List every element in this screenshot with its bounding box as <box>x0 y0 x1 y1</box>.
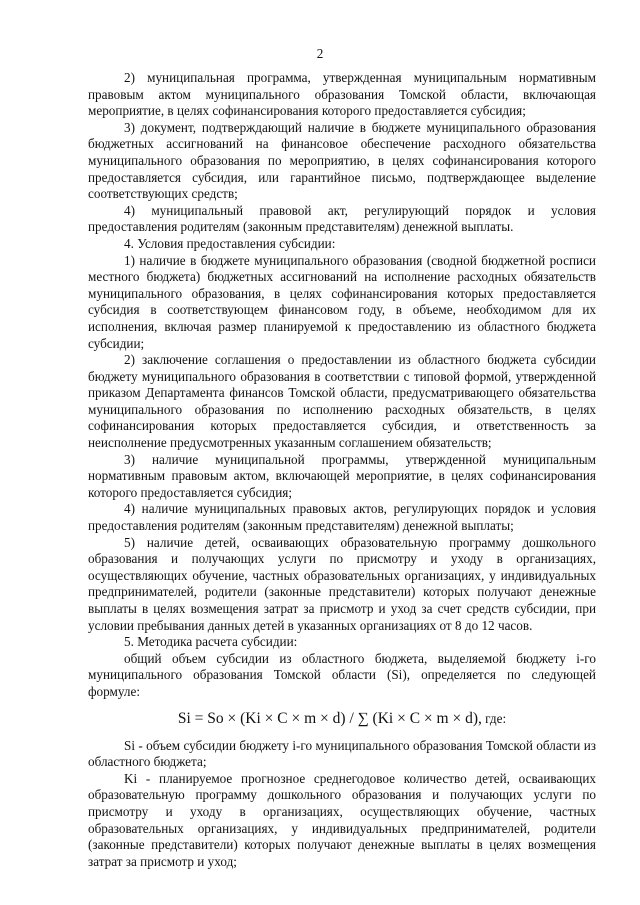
formula-intro: общий объем субсидии из областного бюджета, выделяемой бюджету i-го муниципального образования Томской области (Si), определяется по следующей формуле: <box>88 650 596 699</box>
document-body <box>88 70 596 870</box>
condition-5-children: 5) наличие детей, осваивающих образовательную программу дошкольного образования и получающих услуги по присмотру и уходу в организациях, осуществляющих обучение, частных образовательных организациях, у индивидуальных предпринимателей, родители (законные представители) которых получают денежные выплаты в целях возмещения затрат за присмотр и уход за счет средств субсидии, при условии пребывания данных детей в указанных организациях от 8 до 12 часов. <box>88 534 596 633</box>
condition-4-legal-acts: 4) наличие муниципальных правовых актов, регулирующих порядок и условия предоставления родителям (законным представителям) денежной выплаты; <box>88 501 596 534</box>
section-5-heading: 5. Методика расчета субсидии: <box>124 634 298 650</box>
section-4-heading: 4. Условия предоставления субсидии: <box>124 235 336 251</box>
formula-suffix: где: <box>481 710 507 726</box>
list-item-3-budget-document: 3) документ, подтверждающий наличие в бюджете муниципального образования бюджетных ассигнований на финансовое обеспечение расходного обязательства муниципального образования по мероприятию, в целях софинансирования которого предоставляется субсидия, или гарантийное письмо, подтверждающее выделение соответствующих средств; <box>88 119 596 202</box>
condition-2-agreement: 2) заключение соглашения о предоставлении из областного бюджета субсидии бюджету муниципального образования в соответствии с типовой формой, утвержденной приказом Департамента финансов Томской области, предусматривающего обязательства муниципального образования по исполнению расходных обязательств, в целях софинансирования которых предоставляется субсидия, и ответственность за неисполнение предусмотренных указанным соглашением обязательств; <box>88 352 596 451</box>
list-item-2-municipal-program: 2) муниципальная программа, утвержденная муниципальным нормативным правовым актом муниципального образования Томской области, включающая мероприятие, в целях софинансирования которого предоставляется субсидия; <box>88 70 596 119</box>
subsidy-formula <box>88 709 596 728</box>
list-item-4-legal-act: 4) муниципальный правовой акт, регулирующий порядок и условия предоставления родителям (законным представителям) денежной выплаты. <box>88 202 596 235</box>
definition-si: Si - объем субсидии бюджету i-го муниципального образования Томской области из областного бюджета; <box>88 737 596 770</box>
formula-expression: Si = So × (Ki × C × m × d) / ∑ (Ki × C × m × d), <box>177 709 482 727</box>
condition-1-budget-allocations: 1) наличие в бюджете муниципального образования (сводной бюджетной росписи местного бюджета) бюджетных ассигнований на исполнение расходных обязательств муниципального образования, в целях софинансирования которых предоставляется субсидия в соответствующем финансовом году, в объеме, необходимом для их исполнения, включая размер планируемой к предоставлению из областного бюджета субсидии; <box>88 252 596 351</box>
page-number: 2 <box>316 46 324 61</box>
condition-3-program: 3) наличие муниципальной программы, утвержденной муниципальным нормативным правовым актом, включающей мероприятие, в целях софинансирования которого предоставляется субсидия; <box>88 451 596 500</box>
definition-ki: Ki - планируемое прогнозное среднегодовое количество детей, осваивающих образовательную программу дошкольного образования и получающих услуги по присмотру и уходу в организациях, осуществляющих обучение, частных образовательных организациях, у индивидуальных предпринимателей, родители (законные представители) которых получают денежные выплаты в целях возмещения затрат за присмотр и уход; <box>88 770 596 869</box>
